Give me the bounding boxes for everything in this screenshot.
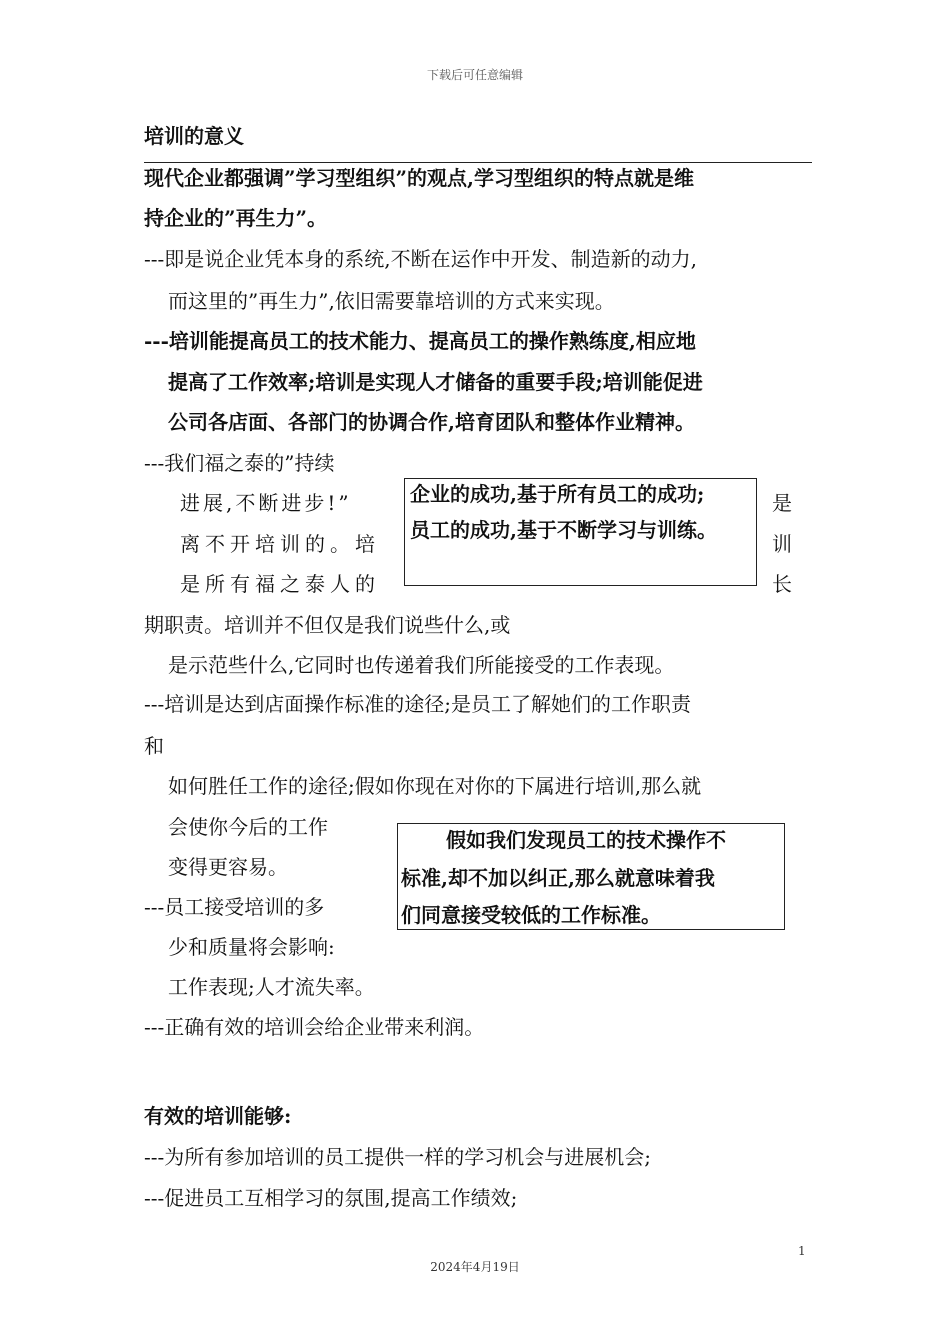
paragraph-6-line-1: ---正确有效的培训会给企业带来利润。 — [144, 1015, 485, 1039]
paragraph-4-line-4: 会使你今后的工作 — [168, 815, 328, 839]
paragraph-3-line-1: ---我们福之泰的”持续 — [144, 451, 335, 475]
page-number: 1 — [798, 1244, 806, 1258]
paragraph-3-right-1: 是 — [772, 491, 792, 515]
paragraph-2-line-3: 公司各店面、各部门的协调合作,培育团队和整体作业精神。 — [168, 410, 695, 434]
paragraph-4-line-5: 变得更容易。 — [168, 855, 288, 879]
paragraph-5-line-3: 工作表现;人才流失率。 — [168, 975, 375, 999]
paragraph-4-line-2: 和 — [144, 734, 164, 758]
title-underline — [144, 162, 812, 163]
bold-intro-line-2: 持企业的”再生力”。 — [144, 206, 328, 230]
paragraph-1-line-2: 而这里的”再生力”,依旧需要靠培训的方式来实现。 — [168, 289, 615, 313]
paragraph-3-line-5: 期职责。培训并不但仅是我们说些什么,或 — [144, 613, 511, 637]
callout-2-line-2: 标准,却不加以纠正,那么就意味着我 — [401, 866, 715, 890]
paragraph-4-line-3: 如何胜任工作的途径;假如你现在对你的下属进行培训,那么就 — [168, 774, 702, 798]
paragraph-3-right-3: 长 — [772, 572, 792, 596]
paragraph-2-line-2: 提高了工作效率;培训是实现人才储备的重要手段;培训能促进 — [168, 370, 703, 394]
section-title-meaning: 培训的意义 — [144, 124, 244, 148]
section-title-effective: 有效的培训能够: — [144, 1104, 292, 1128]
callout-1-line-1: 企业的成功,基于所有员工的成功; — [410, 482, 705, 506]
callout-2-line-1: 假如我们发现员工的技术操作不 — [446, 828, 726, 852]
paragraph-8-line-1: ---促进员工互相学习的氛围,提高工作绩效; — [144, 1186, 518, 1210]
paragraph-4-line-1: ---培训是达到店面操作标准的途径;是员工了解她们的工作职责 — [144, 692, 692, 716]
paragraph-3-line-4: 是所有福之泰人的 — [180, 572, 380, 596]
paragraph-7-line-1: ---为所有参加培训的员工提供一样的学习机会与进展机会; — [144, 1145, 652, 1169]
paragraph-1-line-1: ---即是说企业凭本身的系统,不断在运作中开发、制造新的动力, — [144, 247, 697, 271]
footer-date: 2024年4月19日 — [430, 1260, 520, 1274]
page-header: 下载后可任意编辑 — [426, 68, 523, 82]
paragraph-3-line-3: 离不开培训的。培 — [180, 532, 380, 556]
paragraph-3-right-2: 训 — [772, 532, 792, 556]
paragraph-3-line-2: 进展,不断进步!” — [180, 491, 352, 515]
paragraph-5-line-1: ---员工接受培训的多 — [144, 895, 325, 919]
callout-2-line-3: 们同意接受较低的工作标准。 — [401, 903, 661, 927]
bold-intro-line-1: 现代企业都强调”学习型组织”的观点,学习型组织的特点就是维 — [144, 166, 694, 190]
callout-1-line-2: 员工的成功,基于不断学习与训练。 — [410, 518, 717, 542]
paragraph-5-line-2: 少和质量将会影响: — [168, 935, 335, 959]
paragraph-2-line-1: ---培训能提高员工的技术能力、提高员工的操作熟练度,相应地 — [144, 329, 696, 353]
paragraph-3-line-6: 是示范些什么,它同时也传递着我们所能接受的工作表现。 — [168, 653, 675, 677]
